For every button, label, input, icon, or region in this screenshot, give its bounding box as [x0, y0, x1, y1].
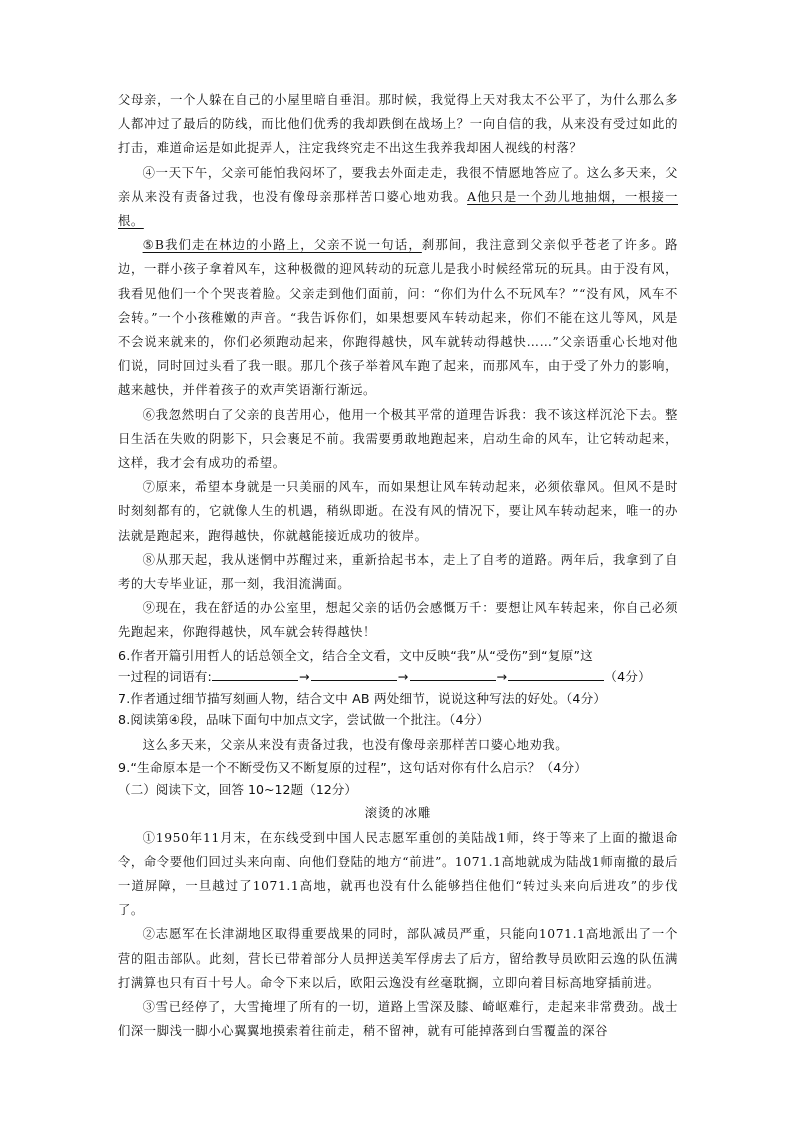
question-6-prompt: 一过程的词语有:	[118, 669, 212, 685]
paragraph-5-text: 刹那间，我注意到父亲似乎苍老了许多。路边，一群小孩子拿着风车，这种极微的迎风转动的玩意儿是我小时候经常玩的玩具。由于没有风，我看见他们一个个哭丧着脸。父亲走到他们面前，问：“你们为什么不玩风车？”“没有风，风车不会转。”一个小孩稚嫩的声音。“我告诉你们，如果想要风车转动起来，你们不能在这儿等风，风是不会说来就来的，你们必须跑动起来，你跑得越快，风车就转动得越快……”父亲语重心长地对他们说，同时回过头看了我一眼。那几个孩子举着风车跑了起来，而那风车，由于受了外力的影响，越来越快，并伴着孩子的欢声笑语渐行渐远。	[118, 238, 678, 398]
passage-paragraph-continued: 父母亲，一个人躲在自己的小屋里暗自垂泪。那时候，我觉得上天对我太不公平了，为什么那么多人都冲过了最后的防线，而比他们优秀的我却跌倒在战场上？一向自信的我，从来没有受过如此的打击，难道命运是如此捉弄人，注定我终究走不出这生我养我却困人视线的村落？	[118, 93, 678, 156]
detail-a-underlined: A他只是一个劲儿地抽烟，一根接一根。	[118, 189, 678, 229]
passage-2-paragraph-1: ①1950年11月末，在东线受到中国人民志愿军重创的美陆战1师，终于等来了上面的撤退命令，命令要他们回过头来向南、向他们登陆的地方“前进”。1071.1高地就成为陆战1师南撤的最后一道屏障，一旦越过了1071.1高地，就再也没有什么能够挡住他们“转过头来向后进攻”的步伐了。	[118, 830, 678, 918]
answer-blank-2[interactable]	[311, 668, 397, 681]
passage-paragraph-6: ⑥我忽然明白了父亲的良苦用心，他用一个极其平常的道理告诉我：我不该这样沉沦下去。整日生活在失败的阴影下，只会裹足不前。我需要勇敢地跑起来，启动生命的风车，让它转动起来，这样，我才会有成功的希望。	[118, 407, 678, 471]
question-8: 8.阅读第④段，品味下面句中加点文字，尝试做一个批注。（4分）	[118, 712, 490, 728]
passage-paragraph-4	[118, 161, 678, 234]
passage-paragraph-9: ⑨现在，我在舒适的办公室里，想起父亲的话仍会感慨万千：要想让风车转起来，你自己必须先跑起来，你跑得越快，风车就会转得越快！	[118, 601, 678, 640]
paragraph-4-text: ④一天下午，父亲可能怕我闷坏了，要我去外面走走，我很不情愿地答应了。这么多天来，父亲从来没有责备过我，也没有像母亲那样苦口婆心地劝我。	[118, 165, 678, 204]
passage-2-paragraph-2: ②志愿军在长津湖地区取得重要战果的同时，部队减员严重，只能向1071.1高地派出了一个营的阻击部队。此刻，营长已带着部分人员押送美军俘虏去了后方，留给教导员欧阳云逸的队伍满打满算也只有百十号人。命令下来以后，欧阳云逸没有丝毫耽搁，立即向着目标高地穿插前进。	[118, 927, 678, 990]
arrow-2: →	[397, 669, 409, 685]
exam-page	[118, 88, 678, 1043]
question-9: 9.“生命原本是一个不断受伤又不断复原的过程”，这句话对你有什么启示？（4分）	[118, 760, 588, 776]
answer-blank-1[interactable]	[212, 668, 298, 681]
question-7: 7.作者通过细节描写刻画人物，结合文中 AB 两处细节，说说这种写法的好处。（4分）	[118, 690, 607, 706]
passage-paragraph-7: ⑦原来，希望本身就是一只美丽的风车，而如果想让风车转动起来，必须依靠风。但风不是时时刻刻都有的，它就像人生的机遇，稍纵即逝。在没有风的情况下，要让风车转动起来，唯一的办法就是跑起来，跑得越快，你就越能接近成功的彼岸。	[118, 480, 678, 543]
passage-paragraph-5	[118, 233, 678, 402]
arrow-3: →	[496, 669, 508, 685]
answer-blank-4[interactable]	[508, 668, 604, 681]
question-6-line-1: 6.作者开篇引用哲人的话总领全文，结合全文看，文中反映“我”从“受伤”到“复原”这	[118, 647, 593, 663]
arrow-1: →	[299, 669, 310, 685]
passage-2-title: 滚烫的冰雕	[364, 805, 432, 820]
answer-blank-3[interactable]	[410, 668, 496, 681]
detail-b-underlined: ⑤B我们走在林边的小路上，父亲不说一句话，	[142, 238, 422, 253]
passage-2-paragraph-3: ③雪已经停了，大雪掩埋了所有的一切，道路上雪深及膝、崎岖难行，走起来非常费劲。战士们深一脚浅一脚小心翼翼地摸索着往前走，稍不留神，就有可能掉落到白雪覆盖的深谷	[118, 999, 678, 1039]
question-6-score: （4分）	[604, 669, 651, 685]
passage-paragraph-8: ⑧从那天起，我从迷惘中苏醒过来，重新拾起书本，走上了自考的道路。两年后，我拿到了自考的大专毕业证，那一刻，我泪流满面。	[118, 552, 678, 592]
question-6-line-2	[118, 666, 678, 688]
question-8-example-sentence: 这么多天来，父亲从来没有责备过我，也没有像母亲那样苦口婆心地劝我。	[142, 738, 569, 753]
section-heading-2: （二）阅读下文，回答 10~12题（12分）	[118, 781, 357, 797]
